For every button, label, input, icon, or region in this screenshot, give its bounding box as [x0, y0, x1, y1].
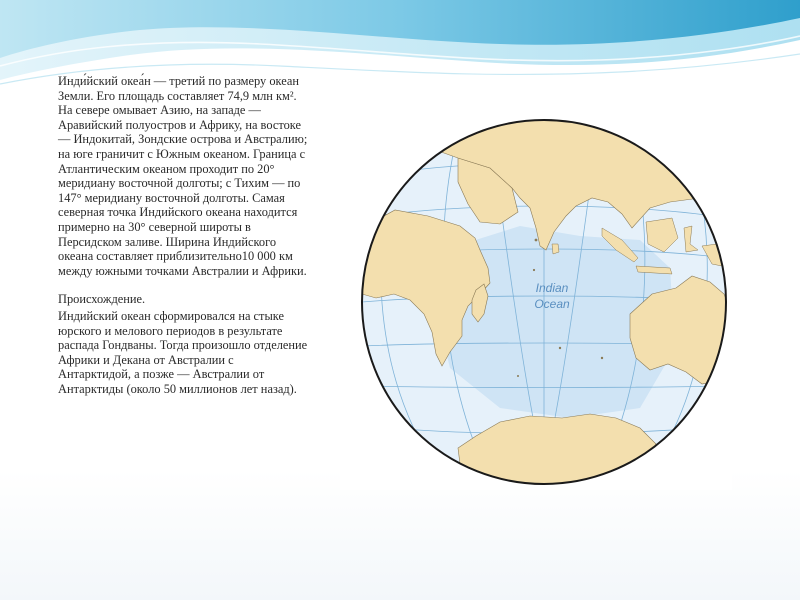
ocean-label-line-1: Indian [535, 281, 569, 295]
sri-lanka [552, 244, 559, 254]
ocean-label-line-2: Ocean [534, 297, 570, 311]
origin-paragraph: Индийский океан сформировался на стыке юрского и мелового периодов в результате распада Гондваны. Тогда произошло отделение Африки и Декана от Австралии с Антарктидой, а позже — Австралии от Антарктиды (около 50 миллионов лет назад). [58, 308, 308, 396]
intro-paragraph: Инди́йский океа́н — третий по размеру океан Земли. Его площадь составляет 74,9 млн км². На севере омывает Азию, на западе — Аравийский полуостров и Африку, на востоке — Индокитай, Зондские острова и Австралию; на юге граничит с Южным океаном. Граница с Атлантическим океаном проходит по 20° меридиану восточной долготы; с Тихим — по 147° меридиану восточной долготы. Самая северная точка Индийского океана находится примерно на 30° северной широты в Персидском заливе. Ширина Индийского океана составляет приблизительно10 000 км между южными точками Австралии и Африки. [58, 74, 308, 278]
section-title: Происхождение. [58, 292, 146, 307]
indian-ocean-globe-map [340, 118, 732, 490]
map-panel [340, 118, 732, 490]
text-column [58, 74, 308, 396]
